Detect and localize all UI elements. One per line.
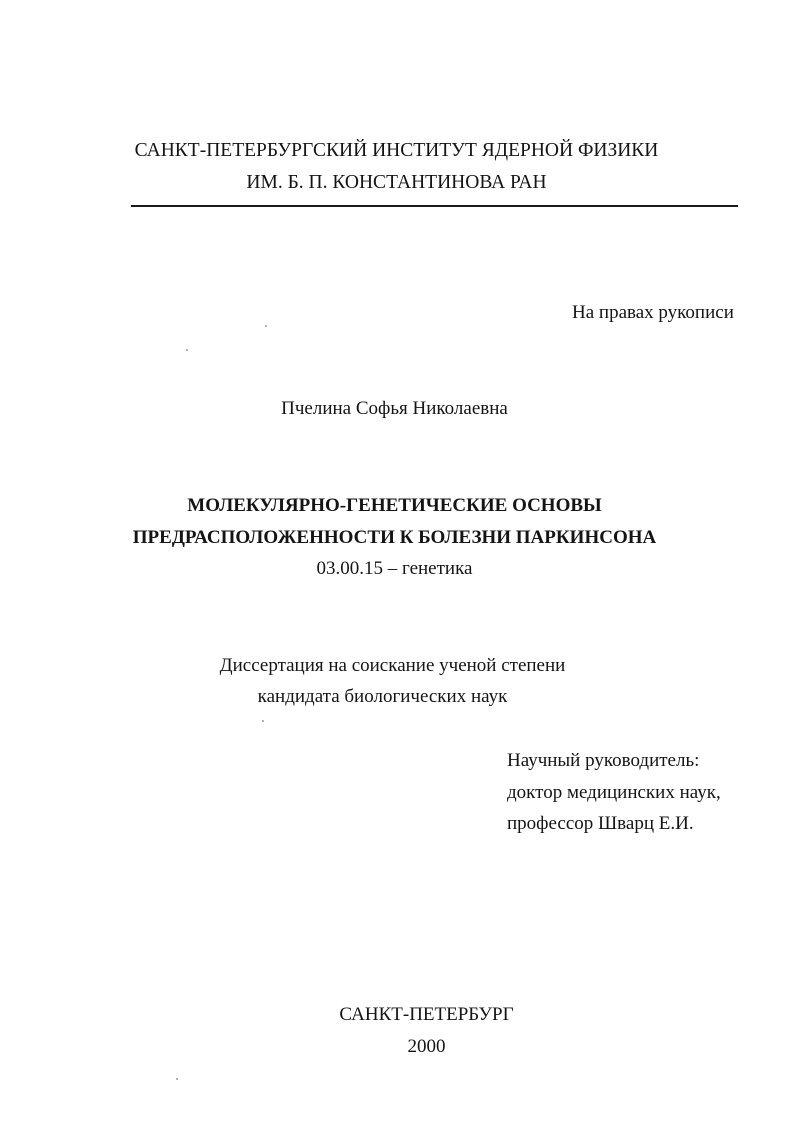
manuscript-note: На правах рукописи (572, 302, 734, 323)
year: 2000 (407, 1036, 446, 1057)
thesis-title-line1: МОЛЕКУЛЯРНО-ГЕНЕТИЧЕСКИЕ ОСНОВЫ (187, 495, 602, 516)
supervisor-name: профессор Шварц Е.И. (507, 813, 694, 834)
thesis-title-line2: ПРЕДРАСПОЛОЖЕННОСТИ К БОЛЕЗНИ ПАРКИНСОНА (132, 527, 657, 548)
specialty-code: 03.00.15 – генетика (316, 558, 473, 579)
author-name: Пчелина Софья Николаевна (281, 398, 508, 419)
city: САНКТ-ПЕТЕРБУРГ (339, 1004, 514, 1025)
institute-name-line2: ИМ. Б. П. КОНСТАНТИНОВА РАН (246, 172, 547, 193)
supervisor-label: Научный руководитель: (507, 750, 700, 771)
degree-line1: Диссертация на соискание ученой степени (219, 655, 566, 676)
scan-speck (176, 1078, 178, 1080)
supervisor-degree: доктор медицинских наук, (507, 782, 721, 803)
institute-name-line1: САНКТ-ПЕТЕРБУРГСКИЙ ИНСТИТУТ ЯДЕРНОЙ ФИЗИКИ (134, 140, 659, 161)
degree-line2: кандидата биологических наук (257, 686, 508, 707)
scan-speck (186, 349, 188, 351)
scan-speck (262, 720, 264, 722)
header-divider (131, 205, 738, 207)
scan-speck (265, 325, 267, 327)
